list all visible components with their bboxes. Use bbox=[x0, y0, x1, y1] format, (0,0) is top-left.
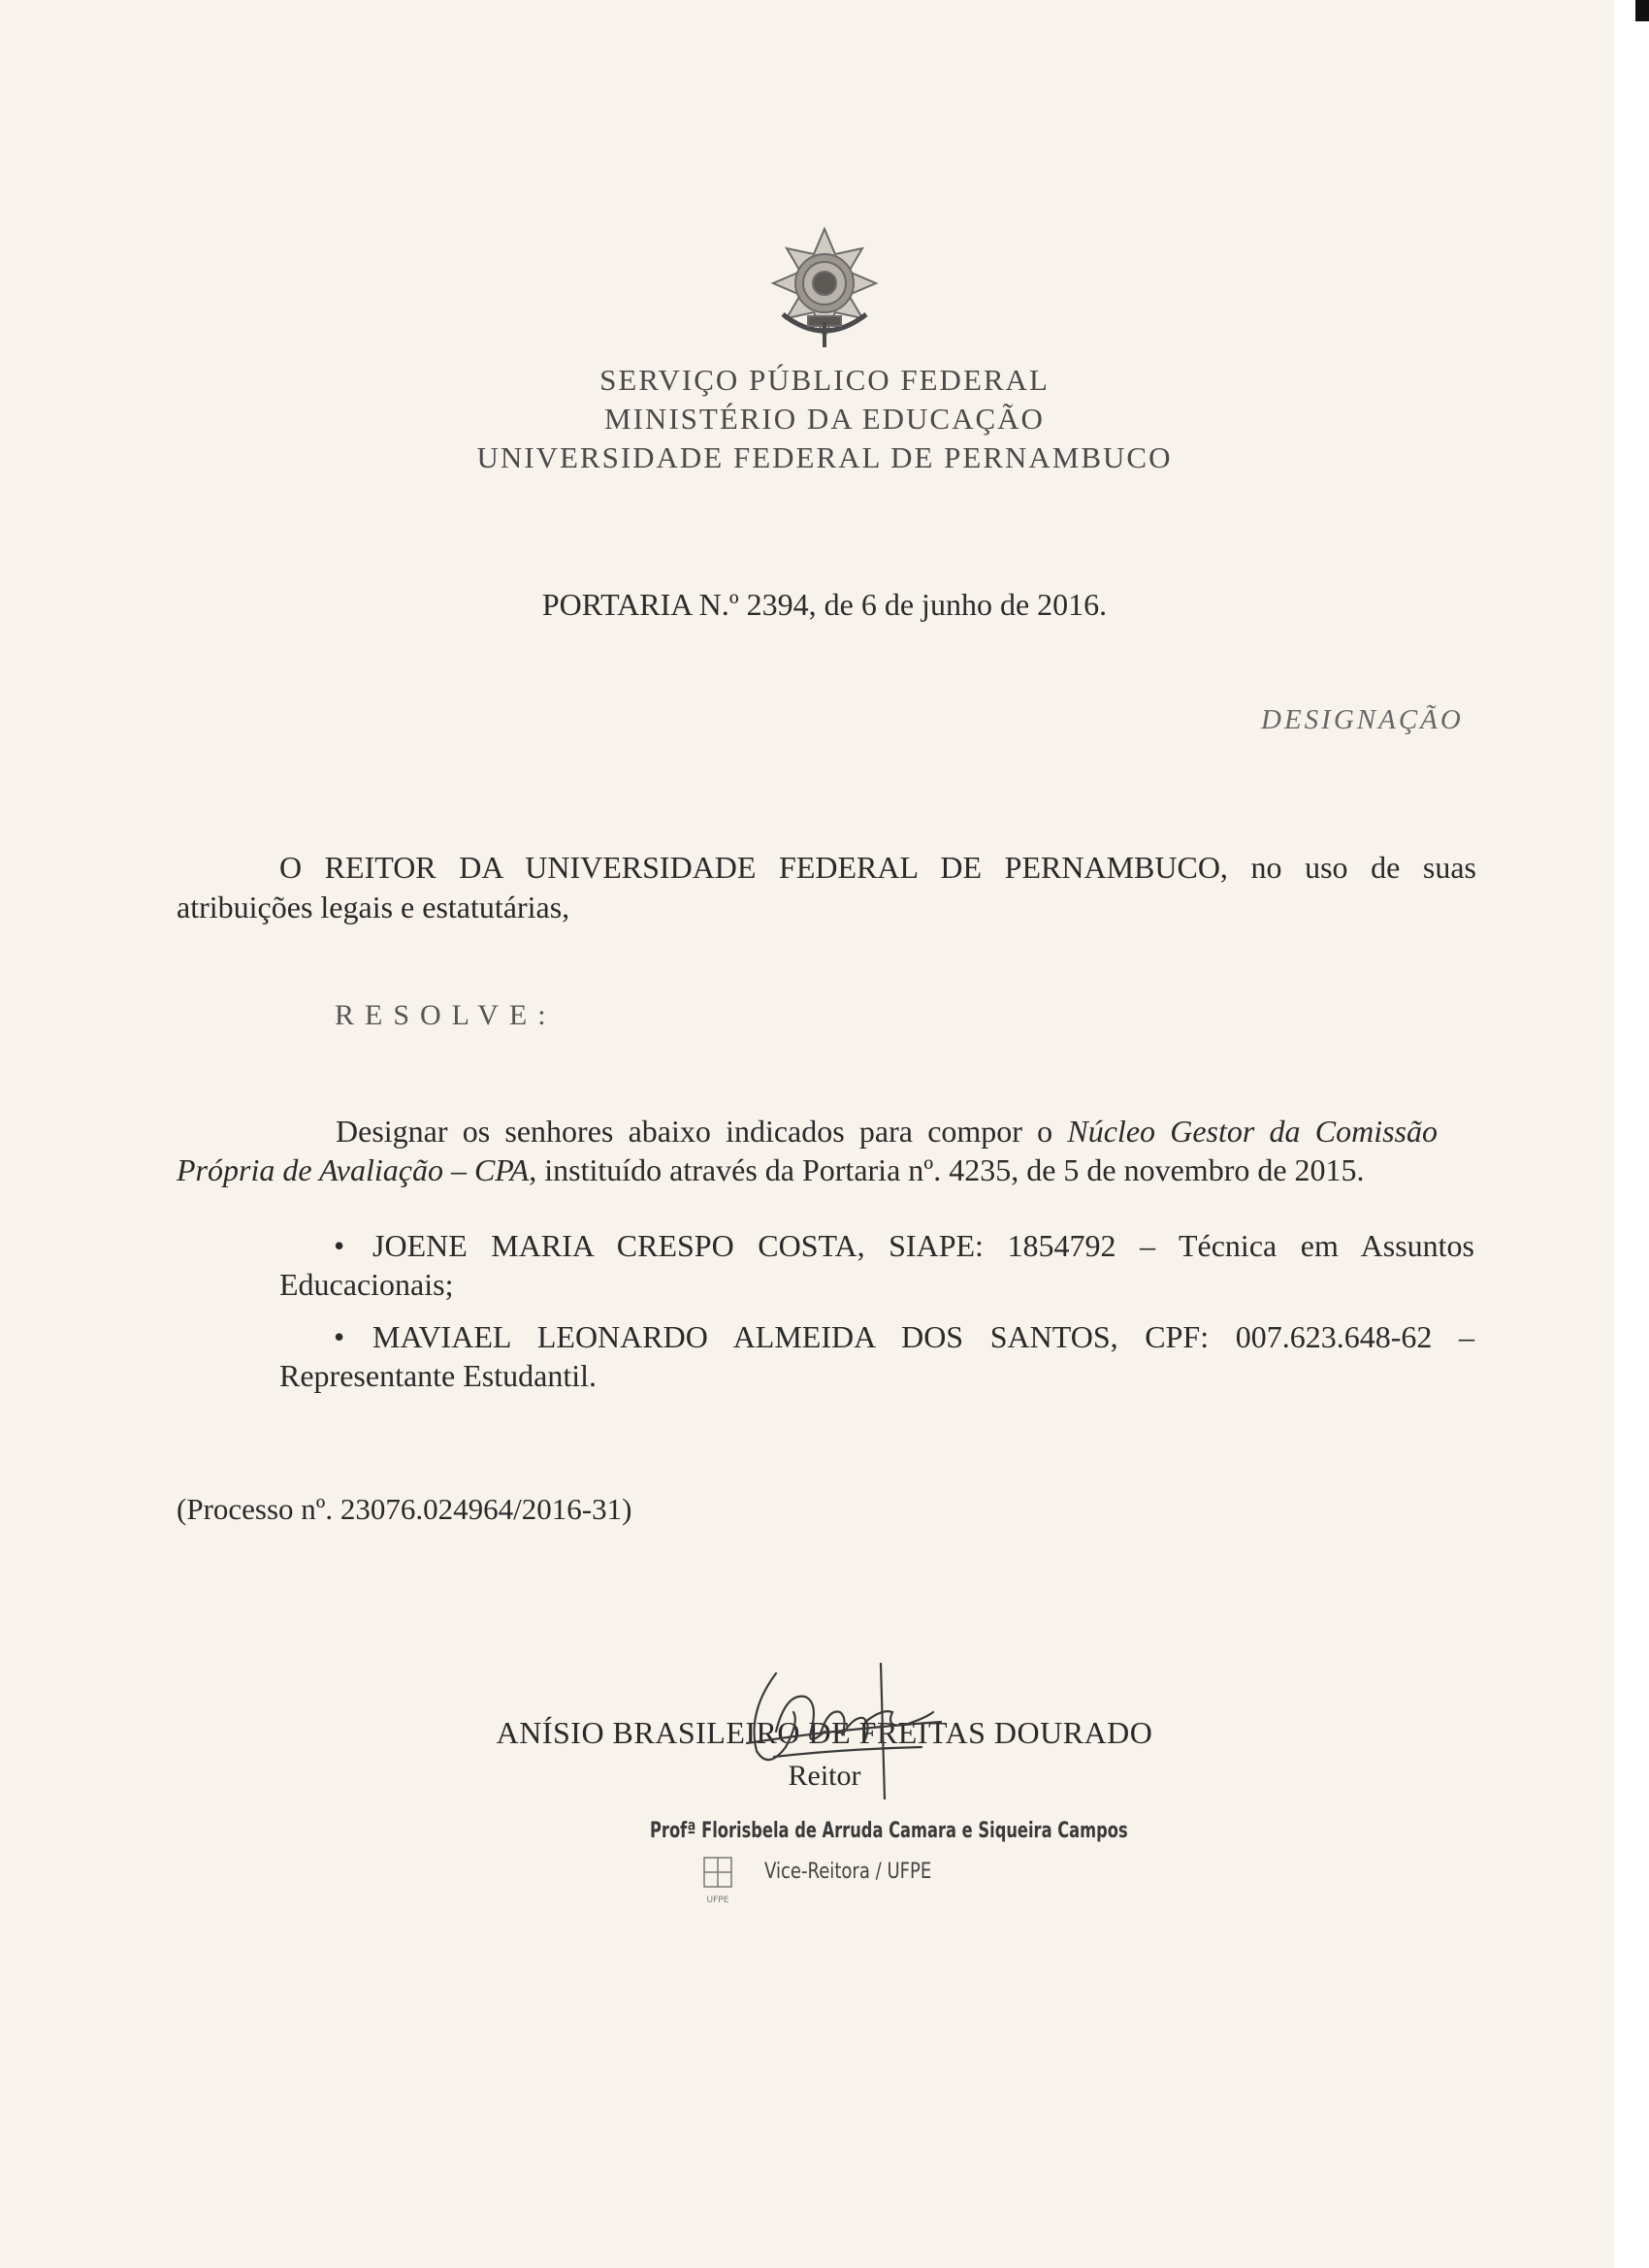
list-item bbox=[279, 1226, 1474, 1304]
members-list bbox=[279, 1226, 1474, 1409]
header-line-university: UNIVERSIDADE FEDERAL DE PERNAMBUCO bbox=[476, 440, 1173, 474]
designar-paragraph-line1 bbox=[177, 1112, 1438, 1150]
designar-text-italic-2: Própria de Avaliação – CPA bbox=[177, 1152, 530, 1187]
scan-corner-mark bbox=[1635, 0, 1649, 21]
reitor-paragraph-line2: atribuições legais e estatutárias, bbox=[177, 890, 570, 924]
member-line1 bbox=[279, 1226, 1474, 1265]
resolve-heading: RESOLVE: bbox=[335, 999, 557, 1031]
list-item bbox=[279, 1317, 1474, 1395]
handwritten-signature bbox=[718, 1654, 951, 1799]
ufpe-logo-icon bbox=[698, 1854, 737, 1908]
member-line2: Representante Estudantil. bbox=[279, 1358, 598, 1393]
processo-number: (Processo nº. 23076.024964/2016-31) bbox=[177, 1492, 632, 1526]
designar-paragraph-line2 bbox=[177, 1152, 1365, 1187]
bullet-icon: • bbox=[334, 1228, 345, 1263]
stamp-role: Vice-Reitora / UFPE bbox=[764, 1860, 932, 1884]
signatory-name: ANÍSIO BRASILEIRO DE FREITAS DOURADO bbox=[496, 1715, 1153, 1750]
portaria-title: PORTARIA N.º 2394, de 6 de junho de 2016. bbox=[541, 587, 1108, 622]
stamp-name: Profª Florisbela de Arruda Camara e Siqueira Campos bbox=[650, 1819, 1128, 1843]
member-name-line: JOENE MARIA CRESPO COSTA, SIAPE: 1854792 – Técnica em Assuntos bbox=[372, 1228, 1474, 1263]
reitor-paragraph-line1: O REITOR DA UNIVERSIDADE FEDERAL DE PERNAMBUCO, no uso de suas bbox=[279, 850, 1476, 885]
designacao-label: DESIGNAÇÃO bbox=[1261, 704, 1464, 735]
coat-of-arms-icon bbox=[761, 225, 888, 349]
designar-text-plain-1: Designar os senhores abaixo indicados para compor o bbox=[336, 1114, 1068, 1149]
signatory-role: Reitor bbox=[788, 1760, 861, 1792]
designar-paragraph bbox=[177, 1112, 1438, 1189]
header-line-ministry: MINISTÉRIO DA EDUCAÇÃO bbox=[604, 402, 1045, 436]
vice-rector-stamp bbox=[650, 1819, 1128, 1926]
member-line2: Educacionais; bbox=[279, 1267, 454, 1302]
bullet-icon: • bbox=[334, 1319, 345, 1354]
designar-text-plain-2: , instituído através da Portaria nº. 4235, de 5 de novembro de 2015. bbox=[529, 1152, 1365, 1187]
scan-edge bbox=[1614, 0, 1649, 2268]
institution-header bbox=[340, 361, 1310, 477]
ufpe-logo-text: UFPE bbox=[706, 1895, 729, 1905]
member-name-line: MAVIAEL LEONARDO ALMEIDA DOS SANTOS, CPF: 007.623.648-62 – bbox=[372, 1319, 1474, 1354]
header-line-service: SERVIÇO PÚBLICO FEDERAL bbox=[599, 363, 1050, 397]
designar-text-italic-1: Núcleo Gestor da Comissão bbox=[1067, 1114, 1439, 1149]
reitor-paragraph bbox=[177, 848, 1476, 927]
member-line1 bbox=[279, 1317, 1474, 1356]
